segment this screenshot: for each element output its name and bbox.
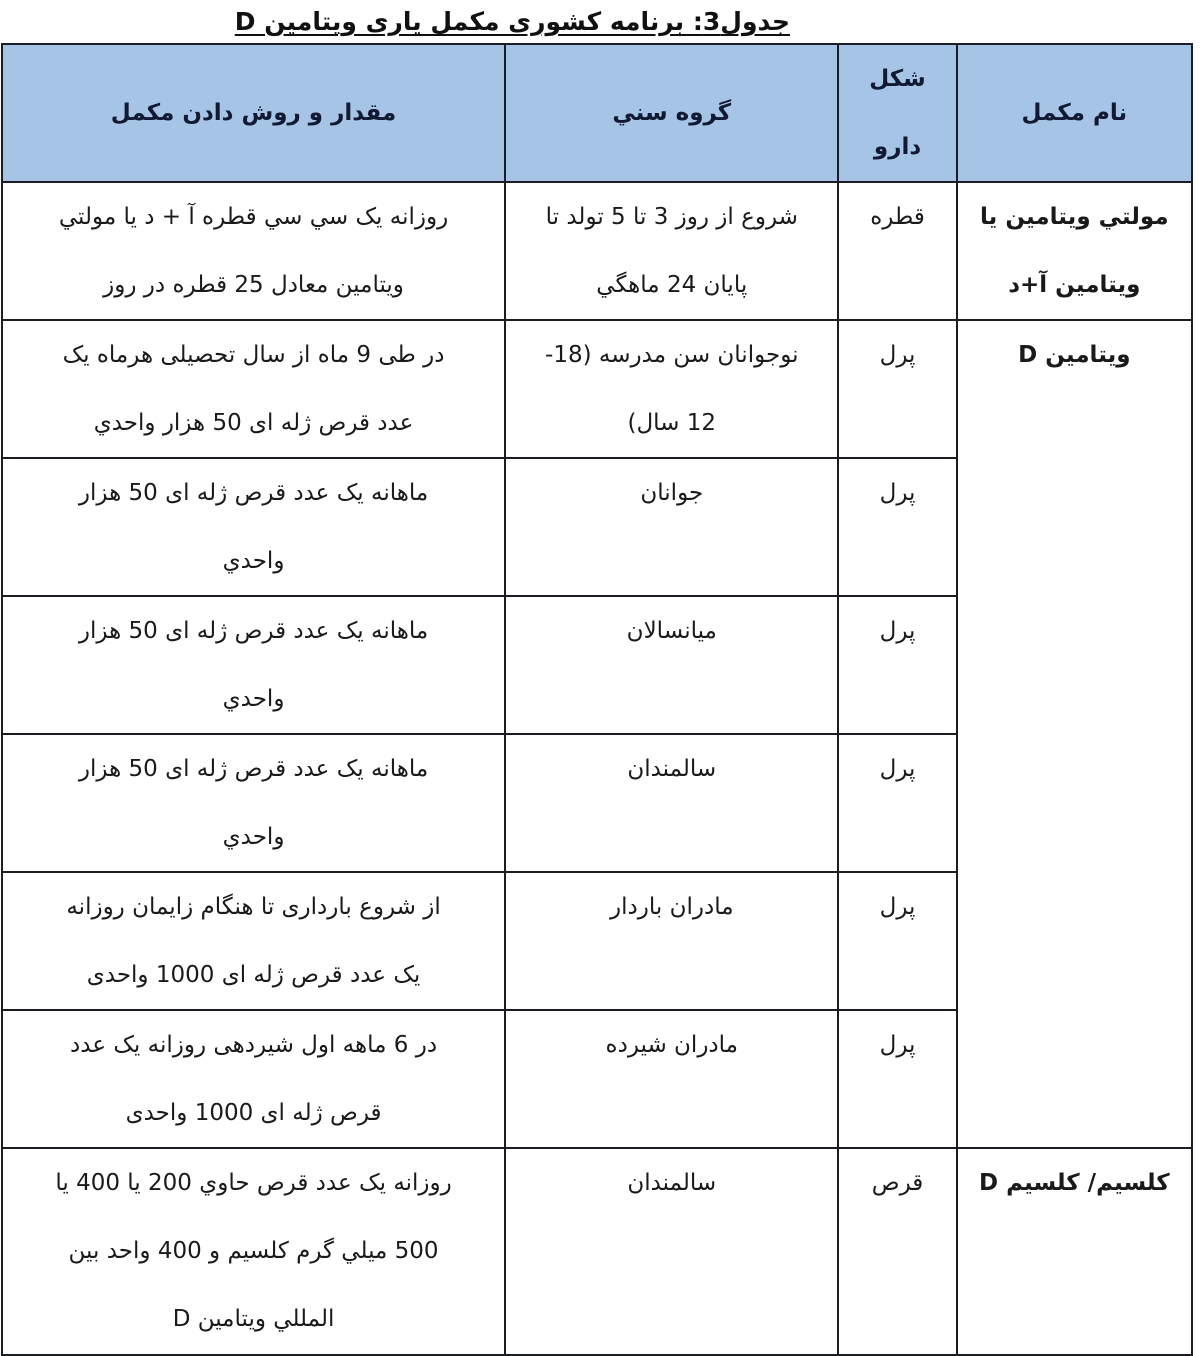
- dose-line2: واحدي: [222, 686, 285, 712]
- drug-form-cell: پرل: [838, 872, 956, 1010]
- table-header-row: [2, 44, 1192, 182]
- age-group-cell: [505, 1148, 838, 1355]
- age-group-cell: [505, 182, 838, 320]
- dose-line2: واحدي: [222, 548, 285, 574]
- dose-cell: [2, 458, 505, 596]
- drug-form-cell: پرل: [838, 734, 956, 872]
- dose-line1: ماهانه یک عدد قرص ژله ای 50 هزار: [78, 480, 429, 506]
- age-group-line1: ميانسالان: [626, 618, 717, 644]
- table-row: [2, 1148, 1192, 1355]
- drug-form-cell: پرل: [838, 458, 956, 596]
- drug-form-cell: قطره: [838, 182, 956, 320]
- table-caption: جدول3: برنامه کشوری مکمل یاری ویتامین D: [234, 7, 790, 36]
- dose-cell: [2, 182, 505, 320]
- table-row: [2, 320, 1192, 458]
- dose-line2: واحدي: [222, 824, 285, 850]
- age-group-cell: [505, 320, 838, 458]
- drug-form-cell: پرل: [838, 596, 956, 734]
- age-group-line1: مادران باردار: [610, 894, 734, 920]
- dose-line1: روزانه يک سي سي قطره آ + د يا مولتي: [58, 204, 449, 230]
- age-group-line1: مادران شیرده: [605, 1032, 738, 1058]
- dose-cell: [2, 596, 505, 734]
- vitamin-d-supplement-table: [1, 43, 1193, 1356]
- header-drug-form: [838, 44, 956, 182]
- dose-cell: [2, 872, 505, 1010]
- header-age-group: گروه سني: [505, 44, 838, 182]
- dose-line1: در 6 ماهه اول شیردهی روزانه یک عدد: [70, 1032, 438, 1058]
- age-group-line1: سالمندان: [627, 756, 717, 782]
- dose-cell: [2, 320, 505, 458]
- age-group-line1: سالمندان: [627, 1170, 717, 1196]
- age-group-line1: شروع از روز 3 تا 5 تولد تا: [545, 204, 798, 230]
- dose-line1: ماهانه یک عدد قرص ژله ای 50 هزار: [78, 756, 429, 782]
- age-group-line2: پايان 24 ماهگي: [596, 272, 748, 298]
- dose-line2: ويتامين معادل 25 قطره در روز: [103, 272, 404, 298]
- age-group-cell: [505, 1010, 838, 1148]
- dose-line2: قرص ژله ای 1000 واحدی: [125, 1100, 382, 1126]
- dose-line3: المللي ويتامين D: [172, 1306, 335, 1332]
- header-supplement-name: نام مکمل: [957, 44, 1192, 182]
- header-drug-form-line2: دارو: [873, 134, 922, 160]
- supplement-name-cell: کلسيم/ کلسيم D: [957, 1148, 1192, 1355]
- drug-form-cell: قرص: [838, 1148, 956, 1355]
- age-group-cell: [505, 458, 838, 596]
- supplement-name-cell: ويتامين D: [957, 320, 1192, 1148]
- dose-line1: از شروع بارداری تا هنگام زایمان روزانه: [66, 894, 441, 920]
- age-group-line2: 12 سال): [627, 410, 717, 436]
- supplement-name-line1: مولتي ويتامين يا: [980, 204, 1169, 230]
- dose-line1: روزانه يک عدد قرص حاوي 200 يا 400 يا: [55, 1170, 452, 1196]
- dose-line1: در طی 9 ماه از سال تحصیلی هرماه یک: [62, 342, 445, 368]
- dose-cell: [2, 1010, 505, 1148]
- age-group-cell: [505, 734, 838, 872]
- dose-line2: یک عدد قرص ژله ای 1000 واحدی: [86, 962, 421, 988]
- dose-line2: عدد قرص ژله ای 50 هزار واحدي: [93, 410, 414, 436]
- supplement-name-cell: [957, 182, 1192, 320]
- dose-line1: ماهانه یک عدد قرص ژله ای 50 هزار: [78, 618, 429, 644]
- drug-form-cell: پرل: [838, 1010, 956, 1148]
- dose-cell: [2, 734, 505, 872]
- supplement-name-line2: ويتامين آ+د: [1008, 272, 1141, 298]
- dose-line2: 500 ميلي گرم کلسيم و 400 واحد بين: [68, 1238, 439, 1264]
- dose-cell: [2, 1148, 505, 1355]
- age-group-line1: جوانان: [640, 480, 704, 506]
- age-group-line1: نوجوانان سن مدرسه (18-: [545, 342, 799, 368]
- table-row: [2, 182, 1192, 320]
- drug-form-cell: پرل: [838, 320, 956, 458]
- header-dose-method: مقدار و روش دادن مکمل: [2, 44, 505, 182]
- age-group-cell: [505, 596, 838, 734]
- header-drug-form-line1: شکل: [869, 66, 926, 92]
- age-group-cell: [505, 872, 838, 1010]
